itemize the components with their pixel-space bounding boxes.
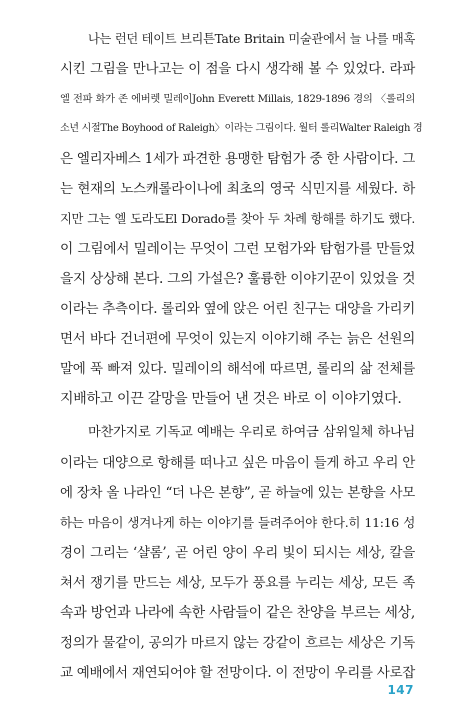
text-line: 엘 전파 화가 존 에버렛 밀레이John Everett Millais, 1829-1896 경의 〈롤리의	[60, 93, 415, 105]
text-line: 이 그림에서 밀레이는 무엇이 그런 모험가와 탐험가를 만들었	[60, 241, 415, 257]
text-line: 경이 그리는 ‘샬롬’, 곧 어린 양이 우리 빛이 되시는 세상, 칼을	[60, 545, 415, 561]
text-line: 은 엘리자베스 1세가 파견한 용맹한 탐험가 중 한 사람이다. 그	[60, 151, 415, 167]
paragraph-2	[60, 418, 415, 688]
text-line: 하는 마음이 생겨나게 하는 이야기를 들려주어야 한다.히 11:16 성	[60, 515, 415, 530]
paragraph-1	[60, 24, 423, 414]
text-line: 이라는 추측이다. 롤리와 옆에 앉은 어린 친구는 대양을 가리키	[60, 301, 415, 317]
text-line: 에 장차 올 나라인 “더 나은 본향”, 곧 하늘에 있는 본향을 사모	[60, 485, 415, 501]
page-number: 147	[387, 683, 414, 697]
text-line: 말에 푹 빠져 있다. 밀레이의 해석에 따르면, 롤리의 삶 전체를	[60, 361, 415, 377]
text-line: 지배하고 이끈 갈망을 만들어 낸 것은 바로 이 이야기였다.	[60, 391, 402, 407]
text-line: 시킨 그림을 만나고는 이 점을 다시 생각해 볼 수 있었다. 라파	[60, 61, 415, 77]
text-line: 쳐서 쟁기를 만드는 세상, 모두가 풍요를 누리는 세상, 모든 족	[60, 575, 415, 591]
text-line: 는 현재의 노스캐롤라이나에 최초의 영국 식민지를 세웠다. 하	[60, 181, 415, 197]
text-line: 면서 바다 건너편에 무엇이 있는지 이야기해 주는 늙은 선원의	[60, 331, 415, 347]
text-line: 나는 런던 테이트 브리튼Tate Britain 미술관에서 늘 나를 매혹	[88, 32, 415, 46]
text-line: 을지 상상해 본다. 그의 가설은? 훌륭한 이야기꾼이 있었을 것	[60, 271, 416, 287]
text-line: 지만 그는 엘 도라도El Dorado를 찾아 두 차례 항해를 하기도 했다.	[60, 212, 415, 226]
text-line: 이라는 대양으로 항해를 떠나고 싶은 마음이 들게 하고 우리 안	[60, 455, 415, 471]
text-line: 소년 시절The Boyhood of Raleigh〉이라는 그림이다. 월터 롤리Walter Raleigh 경	[60, 123, 423, 134]
text-line: 마찬가지로 기독교 예배는 우리로 하여금 삼위일체 하나님	[88, 425, 415, 440]
body-text	[60, 24, 423, 688]
text-line: 교 예배에서 재연되어야 할 전망이다. 이 전망이 우리를 사로잡	[60, 665, 415, 681]
text-line: 정의가 물같이, 공의가 마르지 않는 강같이 흐르는 세상은 기독	[60, 635, 415, 651]
text-line: 속과 방언과 나라에 속한 사람들이 같은 찬양을 부르는 세상,	[60, 605, 415, 621]
